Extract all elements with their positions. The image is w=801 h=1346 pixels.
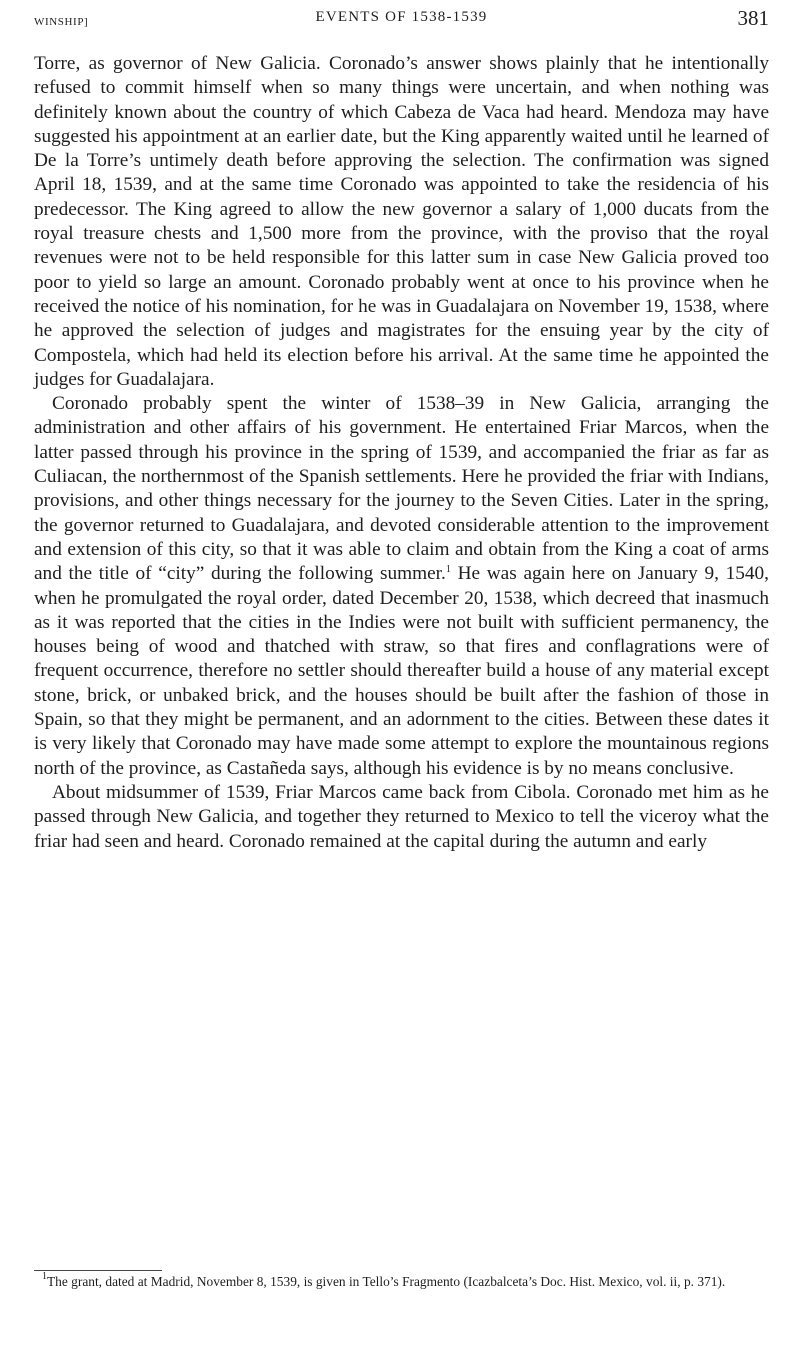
paragraph-2-part-a: Coronado probably spent the winter of 1538–39 in New Galicia, arranging the administration and other affairs of his government. He entertained Friar Marcos, when the latter passed through his province in the spring of 1539, and accompanied the friar as far as Culiacan, the northernmost of the Spanish settlements. Here he provided the friar with Indians, provisions, and other things necessary for the journey to the Seven Cities. Later in the spring, the governor returned to Guadalajara, and devoted considerable attention to the improvement and extension of this city, so that it was able to claim and obtain from the King a coat of arms and the title of “city” during the following summer. <box>34 393 769 585</box>
paragraph-3: About midsummer of 1539, Friar Marcos came back from Cibola. Coronado met him as he passed through New Galicia, and together they returned to Mexico to tell the viceroy what the friar had seen and heard. Coronado remained at the capital during the autumn and early <box>34 781 769 852</box>
footnote-text: The grant, dated at Madrid, November 8, 1539, is given in Tello’s Fragmento (Icazbalceta’s Doc. Hist. Mexico, vol. ii, p. 371). <box>47 1274 726 1289</box>
footnote-divider <box>34 1270 162 1271</box>
body-text <box>34 52 769 854</box>
footnote-marker: 1 <box>42 1271 47 1282</box>
footnote <box>34 1271 769 1290</box>
running-head <box>34 6 769 32</box>
paragraph-2 <box>34 392 769 781</box>
author-running-head: WINSHIP] <box>34 16 89 28</box>
paragraph-1: Torre, as governor of New Galicia. Coronado’s answer shows plainly that he intentionally refused to commit himself when so many things were uncertain, and when nothing was definitely known about the country of which Cabeza de Vaca had heard. Mendoza may have suggested his appointment at an earlier date, but the King apparently waited until he learned of De la Torre’s untimely death before approving the selection. The confirmation was signed April 18, 1539, and at the same time Coronado was appointed to take the residencia of his predecessor. The King agreed to allow the new governor a salary of 1,000 ducats from the royal treasure chests and 1,500 more from the province, with the proviso that the royal revenues were not to be held responsible for this latter sum in case New Galicia proved too poor to yield so large an amount. Coronado probably went at once to his province when he received the notice of his nomination, for he was in Guadalajara on November 19, 1538, where he approved the selection of judges and magistrates for the ensuing year by the city of Compostela, which had held its election before his arrival. At the same time he appointed the judges for Guadalajara. <box>34 53 769 390</box>
paragraph-2-part-b: He was again here on January 9, 1540, when he promulgated the royal order, dated December 20, 1538, which decreed that inasmuch as it was reported that the cities in the Indies were not built with sufficient permanency, the houses being of wood and thatched with straw, so that fires and conflagrations were of frequent occurrence, therefore no settler should thereafter build a house of any material except stone, brick, or unbaked brick, and the houses should be built after the fashion of those in Spain, so that they might be permanent, and an adornment to the cities. Between these dates it is very likely that Coronado may have made some attempt to explore the mountainous regions north of the province, as Castañeda says, although his evidence is by no means conclusive. <box>34 563 769 779</box>
chapter-title: EVENTS OF 1538-1539 <box>315 9 488 25</box>
page-number: 381 <box>737 6 769 30</box>
footnote-reference: 1 <box>445 564 451 576</box>
